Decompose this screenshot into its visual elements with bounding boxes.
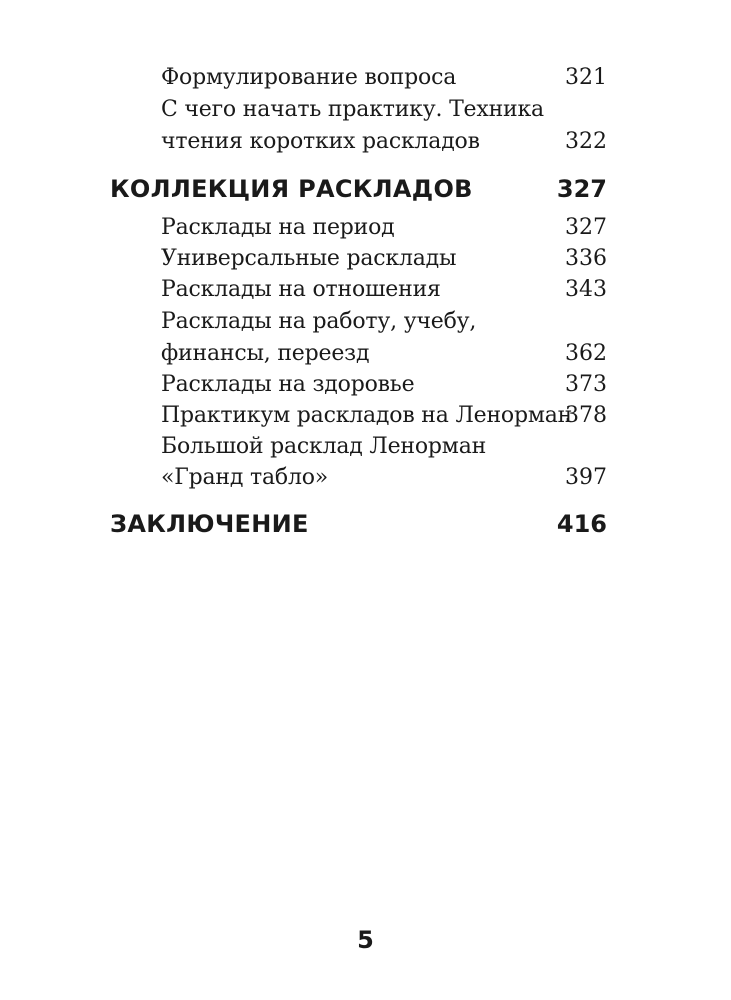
toc-section-spread-collection — [0, 173, 731, 205]
toc-entry-title: С чего начать практику. Техника — [161, 97, 544, 122]
toc-section-title: ЗАКЛЮЧЕНИЕ — [110, 510, 309, 538]
toc-entry-title: Расклады на отношения — [161, 277, 441, 302]
toc-entry-formulating-question — [0, 62, 731, 94]
toc-entry-relationship-spreads — [0, 274, 731, 306]
toc-entry-page: 336 — [565, 246, 607, 271]
toc-entry-grand-tableau-line1 — [0, 431, 731, 463]
toc-entry-title: Универсальные расклады — [161, 246, 457, 271]
toc-entry-grand-tableau-line2 — [0, 462, 731, 494]
toc-entry-title: чтения коротких раскладов — [161, 129, 480, 154]
toc-entry-page: 327 — [565, 215, 607, 240]
toc-entry-title: Практикум раскладов на Ленорман — [161, 403, 573, 428]
toc-section-page: 416 — [556, 510, 607, 538]
page-number: 5 — [357, 926, 374, 954]
toc-entry-title: Расклады на период — [161, 215, 395, 240]
toc-entry-title: Формулирование вопроса — [161, 65, 457, 90]
toc-entry-page: 321 — [565, 65, 607, 90]
toc-entry-work-spreads-line1 — [0, 306, 731, 338]
toc-entry-page: 343 — [565, 277, 607, 302]
toc-entry-where-to-start-line2 — [0, 126, 731, 158]
toc-section-title: КОЛЛЕКЦИЯ РАСКЛАДОВ — [110, 175, 473, 203]
toc-entry-title: финансы, переезд — [161, 341, 370, 366]
toc-entry-work-spreads-line2 — [0, 338, 731, 370]
toc-entry-title: Расклады на здоровье — [161, 372, 415, 397]
toc-section-conclusion — [0, 508, 731, 540]
toc-entry-page: 362 — [565, 341, 607, 366]
toc-entry-health-spreads — [0, 369, 731, 401]
toc-entry-title: Расклады на работу, учебу, — [161, 309, 477, 334]
toc-entry-universal-spreads — [0, 243, 731, 275]
toc-entry-page: 373 — [565, 372, 607, 397]
toc-entry-title: «Гранд табло» — [161, 465, 329, 490]
toc-entry-page: 397 — [565, 465, 607, 490]
toc-entry-title: Большой расклад Ленорман — [161, 434, 487, 459]
toc-entry-where-to-start-line1 — [0, 94, 731, 126]
toc-entry-lenormand-practicum — [0, 400, 731, 432]
toc-entry-page: 322 — [565, 129, 607, 154]
toc-entry-page: 378 — [565, 403, 607, 428]
toc-entry-period-spreads — [0, 212, 731, 244]
toc-section-page: 327 — [556, 175, 607, 203]
